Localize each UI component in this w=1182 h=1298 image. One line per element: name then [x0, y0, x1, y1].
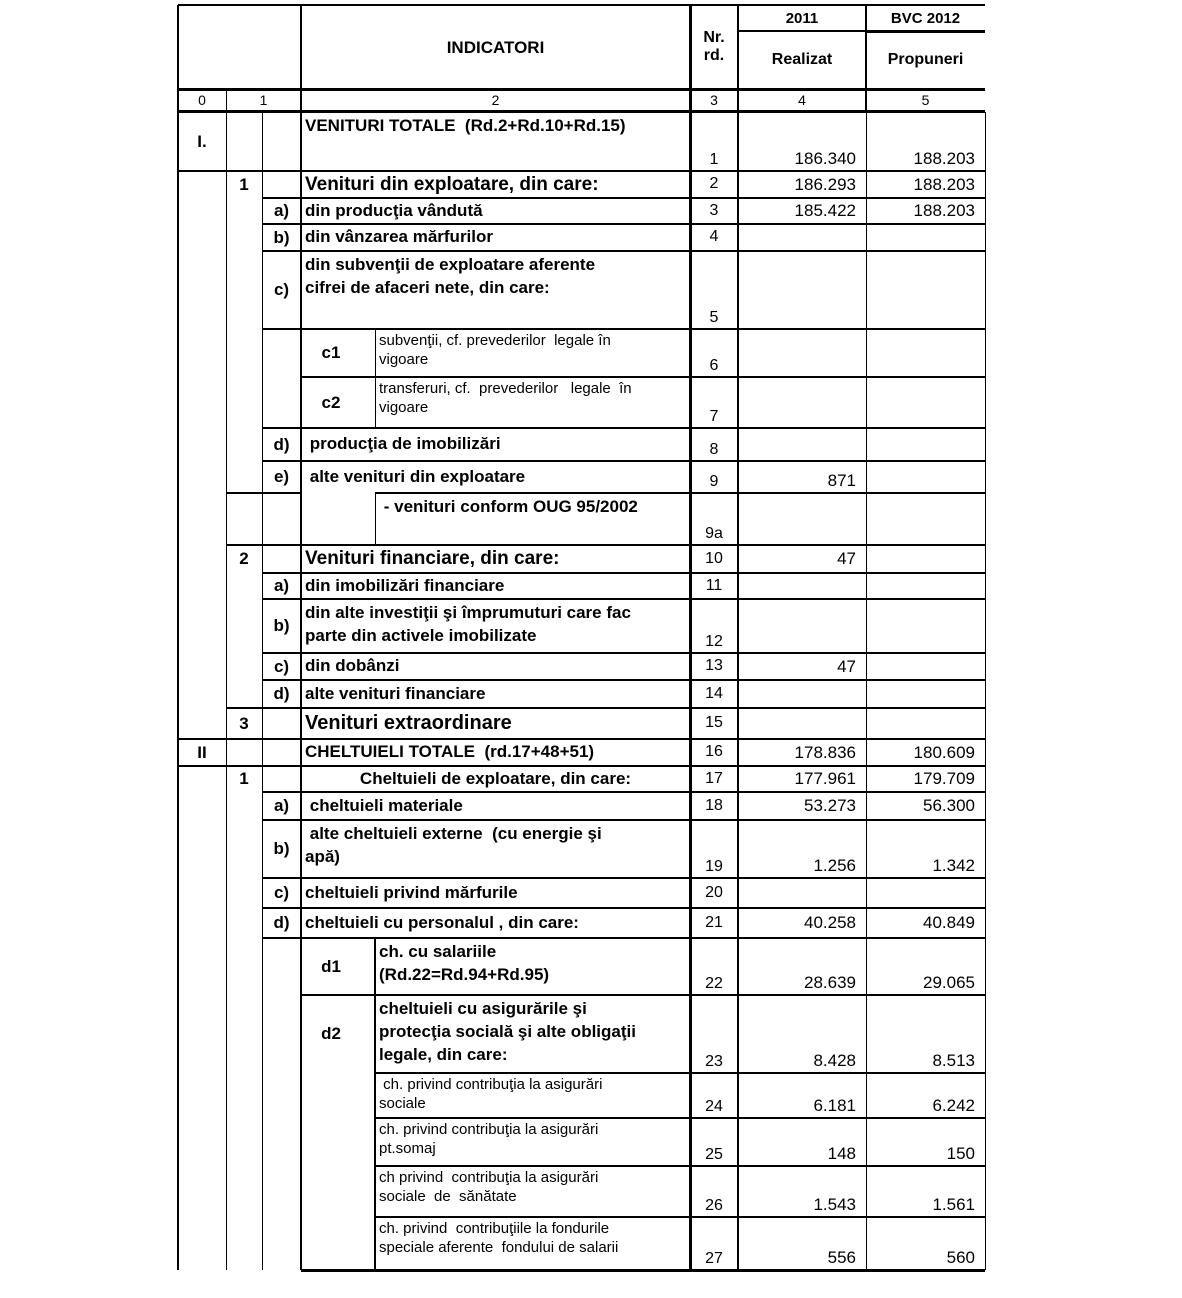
- row-number: 9: [709, 472, 719, 490]
- nr-rd-header: Nr. rd.: [703, 28, 725, 64]
- value-2011: [738, 377, 866, 428]
- sub-item-code: d2: [321, 1024, 341, 1044]
- indicator-label: - venituri conform OUG 95/2002: [379, 497, 638, 516]
- row-number: 7: [709, 407, 719, 425]
- indicator-label: cheltuieli materiale: [305, 795, 463, 815]
- value-2011: 871: [827, 471, 856, 491]
- column-number: 4: [798, 91, 806, 108]
- indicator-label: ch privind contribuţia la asigurări sociale de sănătate: [379, 1169, 599, 1205]
- indicator-label: cheltuieli cu personalul , din care:: [305, 912, 579, 932]
- row-number: 26: [705, 1196, 723, 1214]
- item-letter: b): [273, 616, 290, 636]
- value-2012: [866, 653, 985, 680]
- indicator-label: CHELTUIELI TOTALE (rd.17+48+51): [305, 742, 595, 762]
- indicator-label: Venituri din exploatare, din care:: [305, 173, 599, 195]
- value-2011: 185.422: [794, 201, 856, 221]
- indicator-label: transferuri, cf. prevederilor legale în vigoare: [379, 380, 632, 416]
- row-number: 3: [709, 201, 719, 219]
- indicator-label: producţia de imobilizări: [305, 434, 501, 454]
- indicator-label: din dobânzi: [305, 656, 400, 676]
- value-2011: [738, 573, 866, 599]
- value-2012: [866, 573, 985, 599]
- item-letter: d): [273, 913, 290, 933]
- value-2011: 28.639: [804, 973, 856, 993]
- section-number: 1: [239, 174, 249, 194]
- value-2011: 47: [837, 656, 856, 676]
- value-2012: [866, 708, 985, 739]
- row-number: 11: [705, 576, 723, 594]
- rule-line: [985, 112, 986, 1270]
- value-2011: 40.258: [804, 913, 856, 933]
- row-number: 20: [705, 883, 723, 901]
- section-number: 3: [239, 713, 249, 733]
- indicator-label: alte venituri financiare: [305, 683, 486, 703]
- row-number: 13: [705, 657, 723, 675]
- row-number: 23: [705, 1052, 723, 1070]
- value-2011: [738, 329, 866, 377]
- value-2011: 53.273: [804, 796, 856, 816]
- section-number: 2: [239, 549, 249, 569]
- value-2012: 1.561: [932, 1195, 975, 1215]
- row-number: 6: [709, 356, 719, 374]
- indicator-label: alte cheltuieli externe (cu energie şi apă): [305, 824, 602, 866]
- row-number: 14: [705, 684, 723, 702]
- value-2012: [866, 493, 985, 545]
- indicator-label: ch. privind contribuţiile la fondurile speciale aferente fondului de salarii: [379, 1220, 619, 1256]
- column-number: 0: [198, 91, 206, 108]
- value-2011: [738, 680, 866, 708]
- value-2011: 178.836: [794, 742, 856, 762]
- realizat-header: Realizat: [771, 50, 833, 68]
- row-number: 21: [705, 913, 723, 931]
- row-number: 12: [705, 632, 723, 650]
- column-number: 5: [921, 91, 930, 108]
- indicator-label: cheltuieli privind mărfurile: [305, 882, 518, 902]
- row-number: 10: [705, 549, 723, 567]
- value-2012: 188.203: [913, 174, 975, 194]
- item-letter: a): [273, 201, 290, 221]
- value-2011: [738, 708, 866, 739]
- item-letter: c): [273, 883, 290, 903]
- sub-item-code: c2: [321, 392, 341, 412]
- row-number: 16: [705, 743, 723, 761]
- value-2011: 177.961: [794, 769, 856, 789]
- item-letter: d): [273, 684, 290, 704]
- value-2012: [866, 680, 985, 708]
- value-2011: 556: [827, 1248, 856, 1268]
- roman-numeral: I.: [197, 131, 207, 151]
- value-2012: 29.065: [923, 973, 975, 993]
- indicator-label: din producţia vândută: [305, 200, 483, 220]
- value-2012: 1.342: [932, 856, 975, 876]
- roman-numeral: II: [197, 742, 207, 762]
- value-2011: [738, 493, 866, 545]
- indicator-title: INDICATORI: [446, 38, 545, 58]
- item-letter: c): [273, 280, 290, 300]
- indicator-label: din imobilizări financiare: [305, 575, 505, 595]
- value-2011: 47: [837, 549, 856, 569]
- row-number: 1: [709, 150, 719, 168]
- item-letter: b): [273, 839, 290, 859]
- item-letter: d): [273, 434, 290, 454]
- indicator-label: VENITURI TOTALE (Rd.2+Rd.10+Rd.15): [305, 116, 626, 135]
- row-number: 25: [705, 1145, 723, 1163]
- row-number: 18: [705, 796, 723, 814]
- value-2011: 6.181: [813, 1096, 856, 1116]
- value-2011: [738, 599, 866, 653]
- indicator-label: ch. cu salariile (Rd.22=Rd.94+Rd.95): [379, 942, 550, 984]
- row-number: 27: [705, 1249, 723, 1267]
- indicator-label: Venituri financiare, din care:: [305, 548, 560, 570]
- value-2012: 40.849: [923, 913, 975, 933]
- section-number: 1: [239, 769, 249, 789]
- value-2012: 180.609: [913, 742, 975, 762]
- indicator-label: Venituri extraordinare: [305, 712, 512, 734]
- row-number: 5: [709, 308, 719, 326]
- row-number: 4: [709, 228, 719, 246]
- value-2012: 188.203: [913, 201, 975, 221]
- value-2012: [866, 461, 985, 493]
- value-2012: [866, 878, 985, 908]
- sub-item-code: d1: [321, 956, 341, 976]
- value-2012: [866, 329, 985, 377]
- value-2011: 1.256: [813, 856, 856, 876]
- row-number: 9a: [705, 524, 723, 542]
- row-number: 15: [705, 714, 723, 732]
- value-2011: 1.543: [813, 1195, 856, 1215]
- year-bvc-header: BVC 2012: [890, 10, 961, 28]
- value-2011: 186.293: [794, 174, 856, 194]
- value-2011: [738, 224, 866, 251]
- item-letter: e): [273, 467, 290, 487]
- indicator-label: ch. privind contribuţia la asigurări sociale: [379, 1076, 603, 1112]
- indicator-label: din alte investiţii şi împrumuturi care fac parte din activele imobilizate: [305, 603, 631, 645]
- value-2011: [738, 251, 866, 329]
- item-letter: c): [273, 656, 290, 676]
- column-number: 1: [259, 91, 268, 108]
- item-letter: b): [273, 227, 290, 247]
- item-letter: a): [273, 796, 290, 816]
- item-letter: a): [273, 576, 290, 596]
- value-2012: 188.203: [913, 149, 975, 169]
- value-2011: 148: [827, 1144, 856, 1164]
- value-2011: 8.428: [813, 1051, 856, 1071]
- indicator-label: subvenţii, cf. prevederilor legale în vigoare: [379, 332, 611, 368]
- value-2012: [866, 377, 985, 428]
- column-number: 2: [491, 91, 500, 108]
- value-2012: [866, 251, 985, 329]
- value-2012: 56.300: [923, 796, 975, 816]
- indicator-label: cheltuieli cu asigurările şi protecţia socială şi alte obligaţii legale, din care:: [379, 999, 636, 1064]
- indicator-label: din subvenţii de exploatare aferente cifrei de afaceri nete, din care:: [305, 255, 596, 297]
- value-2011: 186.340: [794, 149, 856, 169]
- value-2011: [738, 428, 866, 461]
- indicator-label: ch. privind contribuţia la asigurări pt.somaj: [379, 1121, 599, 1157]
- year-2011-header: 2011: [785, 10, 819, 28]
- value-2012: [866, 428, 985, 461]
- value-2012: 8.513: [932, 1051, 975, 1071]
- value-2012: [866, 224, 985, 251]
- value-2012: 6.242: [932, 1096, 975, 1116]
- value-2012: [866, 599, 985, 653]
- rule-line: [177, 5, 179, 1270]
- row-number: 19: [705, 857, 723, 875]
- value-2011: [738, 878, 866, 908]
- row-number: 17: [705, 769, 723, 787]
- row-number: 2: [709, 175, 719, 193]
- indicator-label: din vânzarea mărfurilor: [305, 227, 494, 247]
- value-2012: 560: [946, 1248, 975, 1268]
- column-number: 3: [710, 91, 718, 108]
- value-2012: 179.709: [913, 769, 975, 789]
- row-number: 8: [709, 440, 719, 458]
- propuneri-header: Propuneri: [887, 50, 964, 68]
- indicator-label: alte venituri din exploatare: [305, 466, 526, 486]
- row-number: 24: [705, 1097, 723, 1115]
- indicator-label: Cheltuieli de exploatare, din care:: [359, 768, 632, 788]
- sub-item-code: c1: [321, 343, 341, 363]
- rule-line: [226, 112, 227, 1270]
- value-2012: [866, 545, 985, 573]
- value-2012: 150: [946, 1144, 975, 1164]
- row-number: 22: [705, 974, 723, 992]
